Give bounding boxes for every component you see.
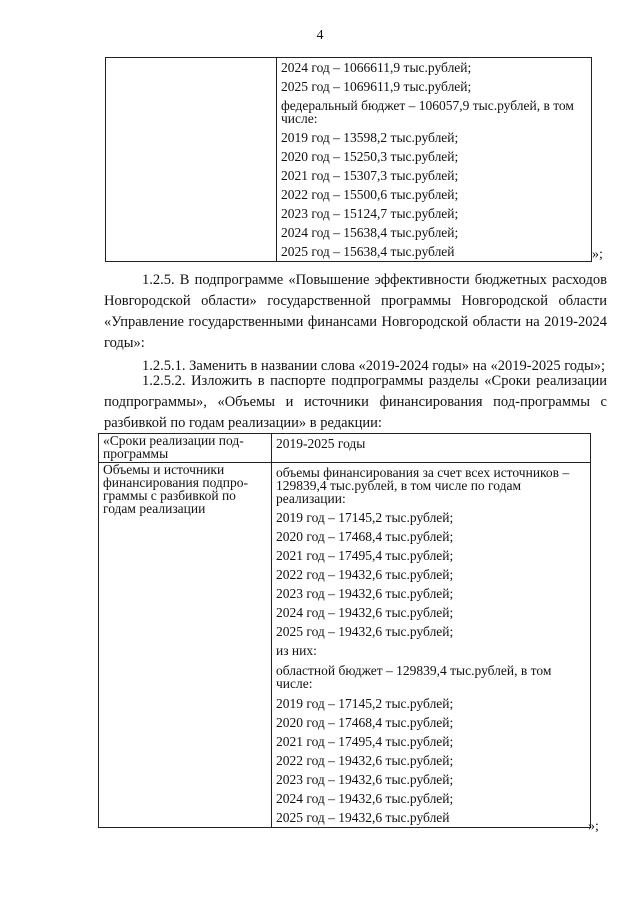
table1-line: 2022 год – 15500,6 тыс.рублей; [281, 187, 459, 202]
table1-line: 2020 год – 15250,3 тыс.рублей; [281, 149, 459, 164]
table1-line: федеральный бюджет – 106057,9 тыс.рублей, в том числе: [281, 98, 574, 126]
funding-line: из них: [276, 643, 317, 658]
funding-line: 2020 год – 17468,4 тыс.рублей; [276, 715, 454, 730]
funding-label-cell: Объемы и источники финансирования подпро-граммы с разбивкой по годам реализации [99, 463, 272, 828]
funding-line: 2019 год – 17145,2 тыс.рублей; [276, 510, 454, 525]
funding-line: 2021 год – 17495,4 тыс.рублей; [276, 548, 454, 563]
table2-closing-quote: »; [588, 819, 599, 834]
subprogram-passport-table [98, 433, 591, 828]
paragraph-1-2-5-1: 1.2.5.1. Заменить в названии слова «2019-2024 годы» на «2019-2025 годы»; [142, 358, 606, 374]
table1-line: 2024 год – 1066611,9 тыс.рублей; [281, 60, 472, 75]
funding-intro: объемы финансирования за счет всех источников – 129839,4 тыс.рублей, в том числе по годам реализации: [276, 465, 570, 506]
table1-line: 2024 год – 15638,4 тыс.рублей; [281, 225, 459, 240]
funding-line: 2024 год – 19432,6 тыс.рублей; [276, 791, 454, 806]
term-value-cell: 2019-2025 годы [272, 434, 591, 463]
funding-line: 2023 год – 19432,6 тыс.рублей; [276, 772, 454, 787]
funding-line: 2025 год – 19432,6 тыс.рублей [276, 810, 450, 825]
funding-line: 2020 год – 17468,4 тыс.рублей; [276, 529, 454, 544]
funding-line: 2025 год – 19432,6 тыс.рублей; [276, 624, 454, 639]
funding-line: 2021 год – 17495,4 тыс.рублей; [276, 734, 454, 749]
funding-line: 2019 год – 17145,2 тыс.рублей; [276, 696, 454, 711]
table1-line: 2021 год – 15307,3 тыс.рублей; [281, 168, 459, 183]
paragraph-1-2-5-2: 1.2.5.2. Изложить в паспорте подпрограммы разделы «Сроки реализации подпрограммы», «Объемы и источники финансирования под-программы с разбивкой по годам реализации» в редакции: [104, 373, 607, 431]
funding-line: 2022 год – 19432,6 тыс.рублей; [276, 753, 454, 768]
table1-left-cell [106, 58, 277, 262]
funding-table-continued [105, 57, 592, 262]
table1-line: 2023 год – 15124,7 тыс.рублей; [281, 206, 459, 221]
funding-line: областной бюджет – 129839,4 тыс.рублей, в том числе: [276, 663, 552, 691]
funding-value-cell [272, 463, 591, 828]
term-label-cell: «Сроки реализации под-программы [99, 434, 272, 463]
paragraph-1-2-5: 1.2.5. В подпрограмме «Повышение эффективности бюджетных расходов Новгородской области» государственной программы Новгородской области «Управление государственными финансами Новгородской области на 2019-2024 годы»: [104, 272, 607, 351]
table1-closing-quote: »; [592, 247, 603, 262]
page-number: 4 [316, 28, 324, 43]
funding-line: 2023 год – 19432,6 тыс.рублей; [276, 586, 454, 601]
table1-right-cell [277, 58, 592, 262]
table1-line: 2019 год – 13598,2 тыс.рублей; [281, 130, 459, 145]
funding-line: 2022 год – 19432,6 тыс.рублей; [276, 567, 454, 582]
table1-line: 2025 год – 15638,4 тыс.рублей [281, 244, 455, 259]
table1-line: 2025 год – 1069611,9 тыс.рублей; [281, 79, 472, 94]
funding-line: 2024 год – 19432,6 тыс.рублей; [276, 605, 454, 620]
